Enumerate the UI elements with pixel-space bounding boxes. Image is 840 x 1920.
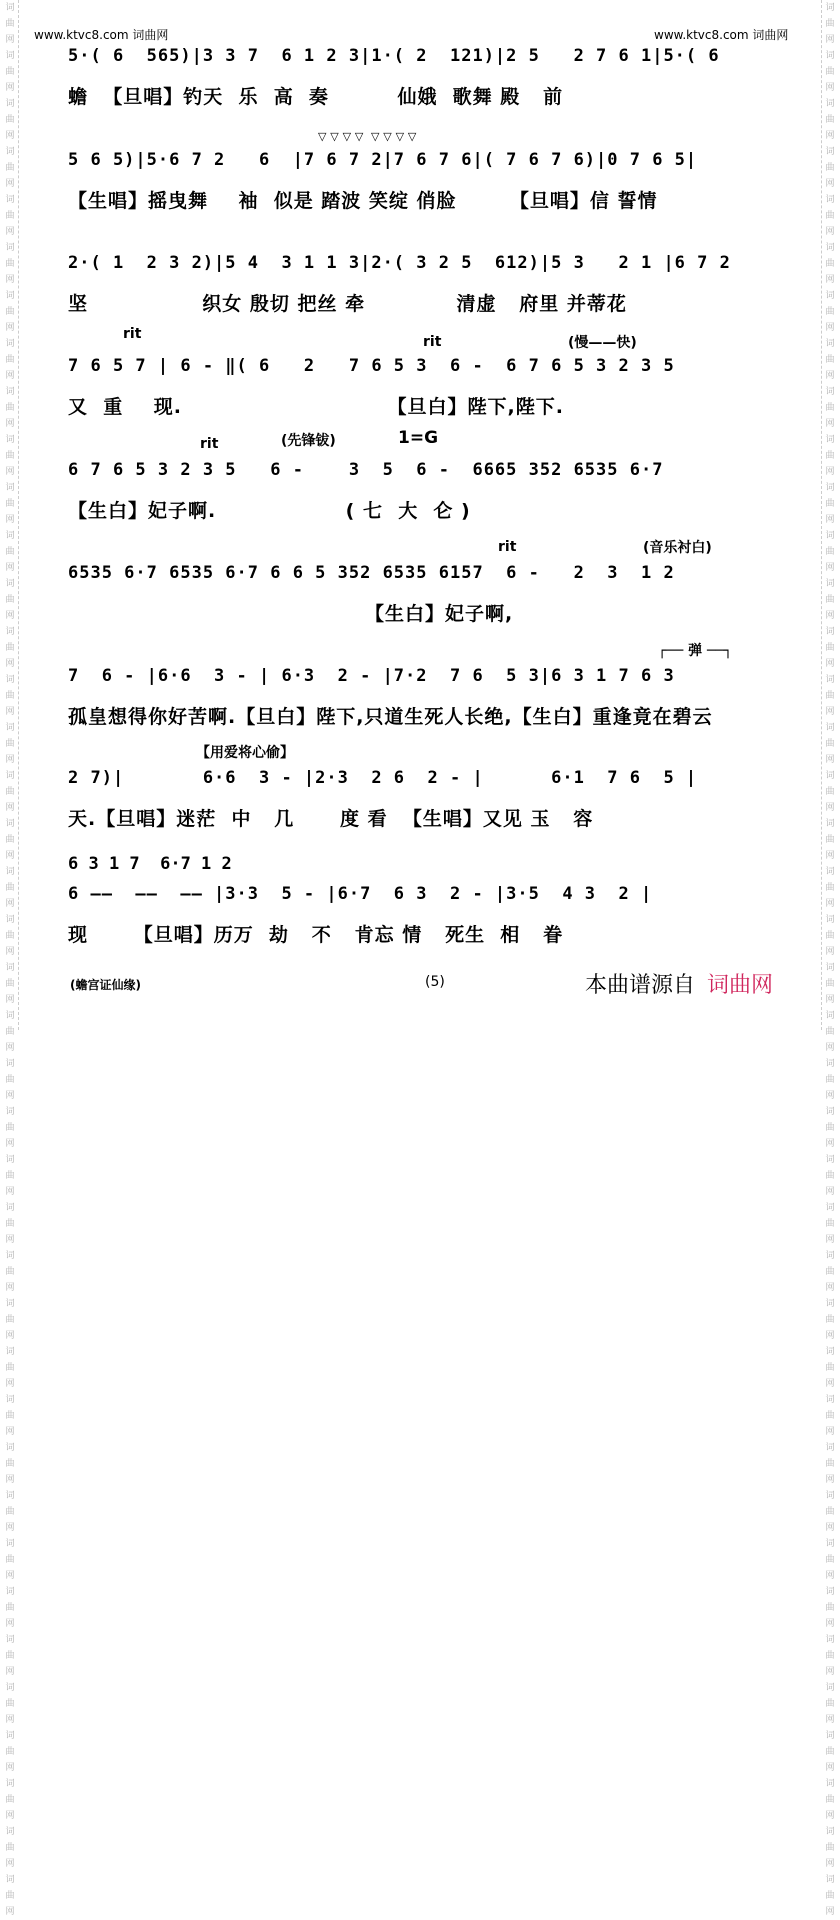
rit-marking: rit bbox=[123, 326, 142, 342]
pluck-label: 弹 bbox=[688, 643, 703, 659]
source-brand-link[interactable]: 词曲网 bbox=[707, 973, 774, 998]
notation-line: 7 6 5 7 | 6 - ‖( 6 2 7 6 5 3 6 - 6 7 6 5 3 2 3 5 bbox=[68, 356, 675, 376]
notation-line: 5·( 6 565)|3 3 7 6 1 2 3|1·( 2 121)|2 5 2 7 6 1|5·( 6 bbox=[68, 46, 720, 66]
notation-line: 7 6 - |6·6 3 - | 6·3 2 - |7·2 7 6 5 3|6 3 1 7 6 3 bbox=[68, 666, 675, 686]
page-number: (5) bbox=[425, 974, 445, 990]
lyrics-line: 【生唱】摇曳舞 袖 似是 踏波 笑绽 俏脸 【旦唱】信 誓情 bbox=[68, 190, 658, 212]
top-right-watermark: www.ktvc8.com 词曲网 bbox=[654, 28, 789, 42]
notation-line: 6535 6·7 6535 6·7 6 6 5 352 6535 6157 6 - 2 3 1 2 bbox=[68, 563, 675, 583]
accent-marks: ▽ ▽ ▽ ▽ ▽ ▽ ▽ ▽ bbox=[318, 130, 417, 143]
notation-line: 6 7 6 5 3 2 3 5 6 - 3 5 6 - 6665 352 6535 6·7 bbox=[68, 460, 664, 480]
source-prefix: 本曲谱源自 bbox=[585, 973, 696, 998]
lyrics-line: 【生白】妃子啊. ( 七 大 仑 ) bbox=[68, 500, 471, 522]
top-left-watermark: www.ktvc8.com 词曲网 bbox=[34, 28, 169, 42]
lyrics-line: 现 【旦唱】历万 劫 不 肯忘 情 死生 相 眷 bbox=[68, 924, 564, 946]
notation-line: 2·( 1 2 3 2)|5 4 3 1 1 3|2·( 3 2 5 612)|5 3 2 1 |6 7 2 bbox=[68, 253, 731, 273]
percussion-marking: (先锋钹) bbox=[281, 433, 336, 449]
source-credit bbox=[585, 968, 773, 999]
rit-marking: rit bbox=[423, 334, 442, 350]
pluck-marking: ┌── 弹 ──┐ bbox=[658, 643, 733, 659]
tune-name-marking: 【用爱将心偷】 bbox=[196, 745, 294, 761]
grace-notes: 6 3 1 7 6·7 1 2 bbox=[68, 854, 232, 874]
right-margin-watermark: 词曲网 词曲网 词曲网 词曲网 词曲网 词曲网 词曲网 词曲网 词曲网 词曲网 词曲网 词曲网 词曲网 词曲网 词曲网 词曲网 词曲网 词曲网 词曲网 词曲网 词曲网 词曲网 词曲网 词曲网 词曲网 词曲网 词曲网 词曲网 词曲网 词曲网 词曲网 词曲网 词曲网 词曲网 词曲网 词曲网 词曲网 词曲网 词曲网 词曲网 bbox=[821, 0, 838, 1030]
notation-line: 6 —— —— —— |3·3 5 - |6·7 6 3 2 - |3·5 4 3 2 | bbox=[68, 884, 653, 904]
music-background-marking: (音乐衬白) bbox=[643, 540, 712, 556]
left-margin-watermark: 词曲网 词曲网 词曲网 词曲网 词曲网 词曲网 词曲网 词曲网 词曲网 词曲网 词曲网 词曲网 词曲网 词曲网 词曲网 词曲网 词曲网 词曲网 词曲网 词曲网 词曲网 词曲网 词曲网 词曲网 词曲网 词曲网 词曲网 词曲网 词曲网 词曲网 词曲网 词曲网 词曲网 词曲网 词曲网 词曲网 词曲网 词曲网 词曲网 词曲网 bbox=[2, 0, 19, 1030]
notation-line: 2 7)| 6·6 3 - |2·3 2 6 2 - | 6·1 7 6 5 | bbox=[68, 768, 698, 788]
lyrics-line: 坚 织女 殷切 把丝 牵 清虚 府里 并蒂花 bbox=[68, 293, 627, 315]
key-signature: 1=G bbox=[398, 428, 439, 448]
lyrics-line: 孤皇想得你好苦啊.【旦白】陛下,只道生死人长绝,【生白】重逢竟在碧云 bbox=[68, 706, 713, 728]
lyrics-line: 蟾 【旦唱】钓天 乐 高 奏 仙娥 歌舞 殿 前 bbox=[68, 86, 564, 108]
tempo-marking: (慢——快) bbox=[568, 335, 637, 351]
rit-marking: rit bbox=[498, 539, 517, 555]
score-title-footer: (蟾宫证仙缘) bbox=[70, 978, 141, 992]
lyrics-line: 【生白】妃子啊, bbox=[68, 603, 514, 625]
notation-line: 5 6 5)|5·6 7 2 6 |7 6 7 2|7 6 7 6|( 7 6 7 6)|0 7 6 5| bbox=[68, 150, 698, 170]
rit-marking: rit bbox=[200, 436, 219, 452]
lyrics-line: 天.【旦唱】迷茫 中 几 度 看 【生唱】又见 玉 容 bbox=[68, 808, 594, 830]
lyrics-line: 又 重 现. 【旦白】陛下,陛下. bbox=[68, 396, 564, 418]
